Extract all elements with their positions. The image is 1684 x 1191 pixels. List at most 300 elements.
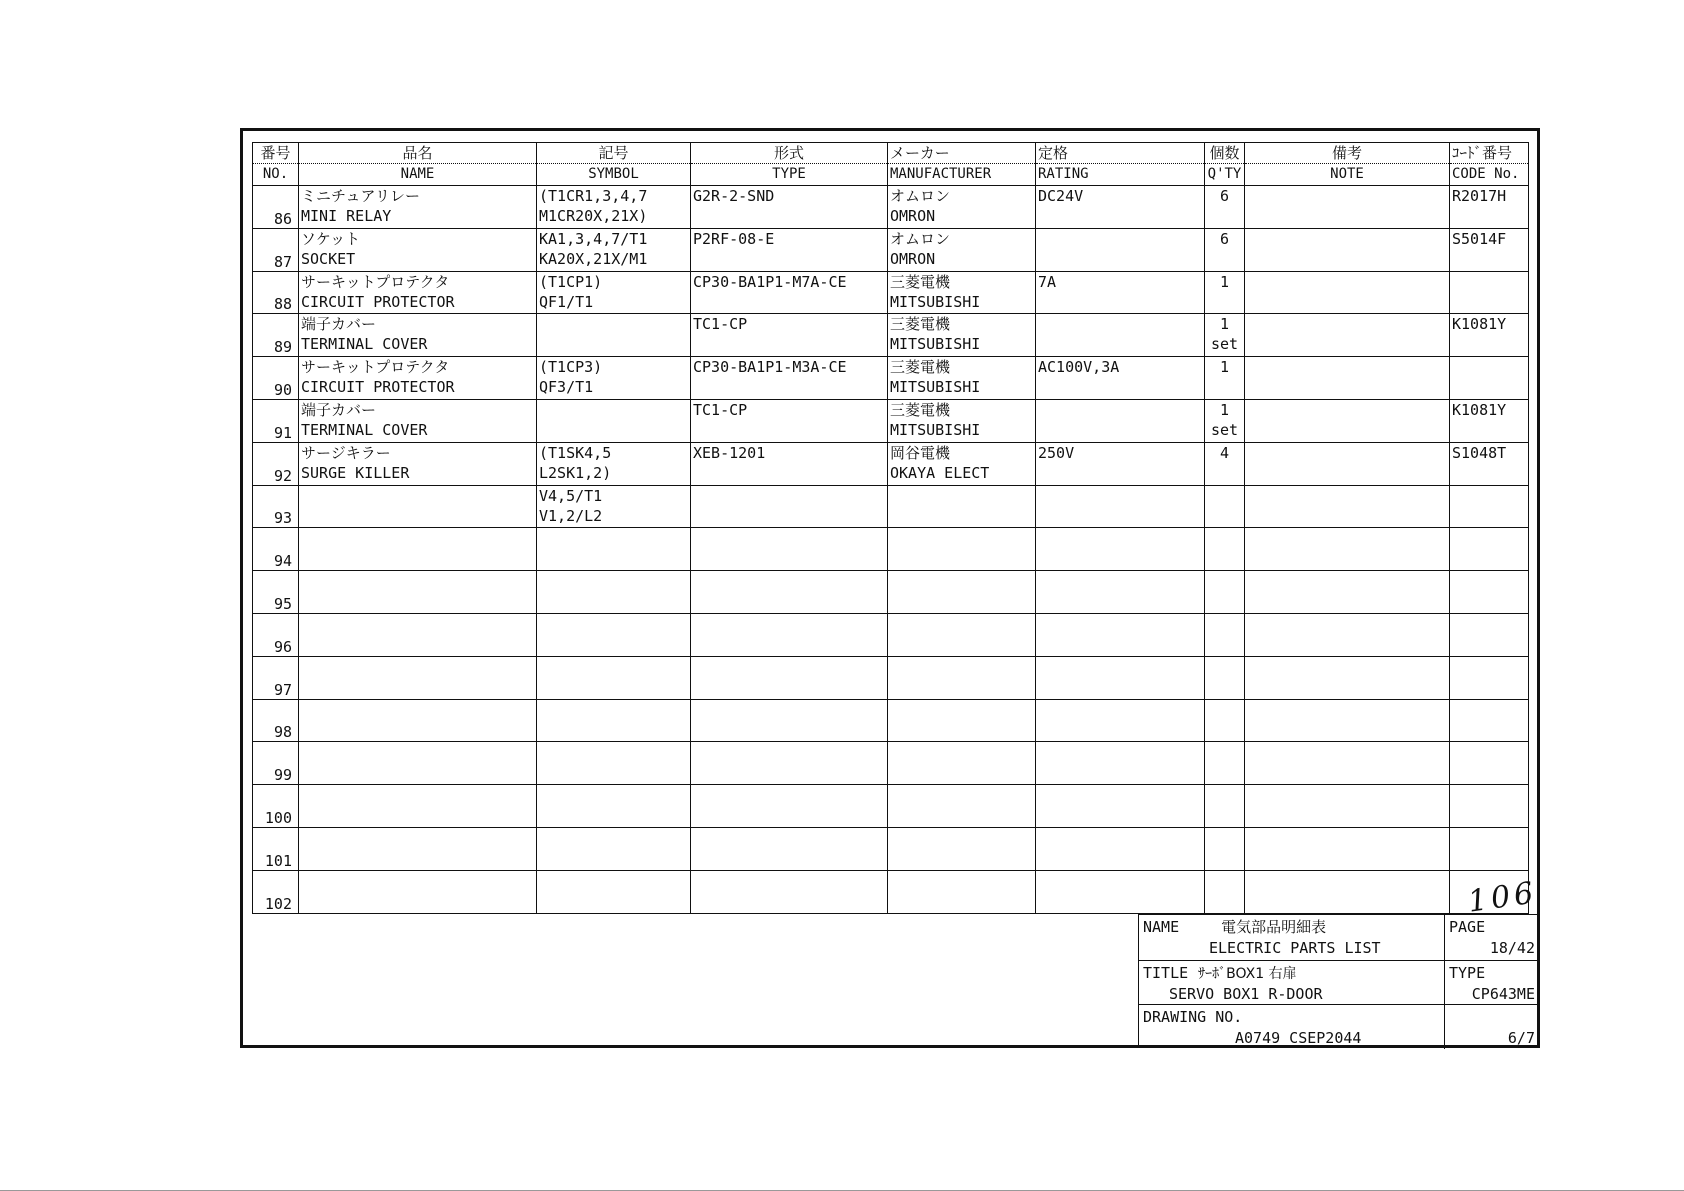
rating-value: DC24V (1038, 187, 1084, 205)
manufacturer-en (890, 677, 1033, 697)
type-cell (691, 271, 888, 314)
qty-cell (1205, 699, 1245, 742)
name-label: NAME (1143, 918, 1180, 936)
name-jp (301, 657, 534, 677)
row-number-text: 96 (273, 637, 292, 656)
code-cell (1450, 613, 1529, 656)
name-cell (299, 357, 537, 400)
manufacturer-cell (888, 442, 1036, 485)
qty-line: 1 (1219, 272, 1230, 291)
note-value (1247, 272, 1447, 292)
note-cell (1245, 228, 1450, 271)
title-block-drawing-row (1139, 1005, 1539, 1049)
code-value (1452, 828, 1526, 848)
name-cell (299, 271, 537, 314)
row-number-text: 97 (273, 680, 292, 699)
symbol-line: KA20X,21X/M1 (539, 249, 648, 268)
manufacturer-en: OMRON (890, 207, 936, 225)
code-value: S5014F (1452, 229, 1507, 248)
type-value (693, 571, 885, 591)
manufacturer-en: OKAYA ELECT (890, 463, 990, 482)
symbol-line: (T1CR1,3,4,7 (539, 187, 648, 205)
manufacturer-cell (888, 485, 1036, 528)
name-jp: ソケット (301, 229, 361, 248)
manufacturer-jp (890, 871, 1033, 891)
note-cell (1245, 314, 1450, 357)
manufacturer-jp: 岡谷電機 (890, 443, 951, 462)
code-value (1452, 742, 1526, 762)
note-value (1247, 314, 1447, 334)
name-cell (299, 528, 537, 571)
rating-cell (1036, 571, 1205, 614)
row-number-text: 100 (264, 808, 292, 827)
row-number-text: 87 (273, 252, 292, 271)
row-number (253, 186, 299, 229)
name-jp: 端子カバー (301, 400, 377, 419)
name-jp (301, 571, 534, 591)
rating-cell (1036, 442, 1205, 485)
type-value: P2RF-08-E (693, 229, 775, 248)
row-number-text: 98 (273, 723, 292, 742)
manufacturer-cell (888, 827, 1036, 870)
table-row (253, 357, 1529, 400)
type-cell (691, 699, 888, 742)
name-jp: サージキラー (301, 443, 391, 462)
name-en (301, 762, 534, 782)
symbol-cell (537, 785, 691, 828)
manufacturer-cell (888, 656, 1036, 699)
manufacturer-en (890, 591, 1033, 611)
note-cell (1245, 485, 1450, 528)
code-value (1452, 614, 1526, 634)
type-value (693, 657, 885, 677)
list-name-jp: 電気部品明細表 (1221, 918, 1327, 936)
name-jp (301, 486, 534, 506)
table-row (253, 571, 1529, 614)
header-qty: 個数 Q'TY (1205, 143, 1245, 186)
note-value (1247, 614, 1447, 634)
header-manufacturer: メーカー MANUFACTURER (888, 143, 1036, 186)
symbol-line: (T1CP3) (539, 358, 603, 377)
row-number-text: 99 (273, 766, 292, 785)
sheet-value: 6/7 (1507, 1029, 1535, 1047)
name-jp: ミニチュアリレー (301, 187, 420, 205)
drawing-number: A0749 CSEP2044 (1235, 1029, 1362, 1047)
manufacturer-cell (888, 785, 1036, 828)
note-value (1247, 443, 1447, 463)
row-number-text: 102 (264, 894, 292, 913)
row-number (253, 571, 299, 614)
header-code: ｺｰﾄﾞ番号 CODE No. (1450, 143, 1529, 186)
code-value (1452, 486, 1526, 506)
qty-cell (1205, 528, 1245, 571)
code-cell (1450, 228, 1529, 271)
type-value: CP643ME (1471, 985, 1535, 1003)
table-row (253, 742, 1529, 785)
note-value (1247, 400, 1447, 420)
type-value (693, 528, 885, 548)
list-name-en: ELECTRIC PARTS LIST (1209, 939, 1381, 957)
code-value (1452, 785, 1526, 805)
manufacturer-jp (890, 614, 1033, 634)
manufacturer-cell (888, 399, 1036, 442)
manufacturer-jp (890, 785, 1033, 805)
qty-cell (1205, 827, 1245, 870)
header-symbol: 記号 SYMBOL (537, 143, 691, 186)
type-value: G2R-2-SND (693, 187, 775, 205)
table-row (253, 656, 1529, 699)
code-cell (1450, 528, 1529, 571)
note-cell (1245, 613, 1450, 656)
name-cell (299, 699, 537, 742)
title-block (1138, 914, 1538, 1048)
code-value (1452, 357, 1526, 377)
symbol-line: L2SK1,2) (539, 463, 612, 482)
symbol-cell (537, 870, 691, 913)
symbol-line: KA1,3,4,7/T1 (539, 229, 648, 248)
type-cell (691, 827, 888, 870)
qty-line: 4 (1219, 443, 1230, 462)
manufacturer-jp (890, 742, 1033, 762)
qty-cell (1205, 271, 1245, 314)
code-value: K1081Y (1452, 400, 1507, 419)
rating-value: AC100V,3A (1038, 358, 1120, 377)
note-value (1247, 486, 1447, 506)
parts-table-body (253, 186, 1529, 914)
code-value (1452, 657, 1526, 677)
manufacturer-en: MITSUBISHI (890, 335, 981, 354)
type-value: TC1-CP (693, 315, 748, 334)
note-cell (1245, 271, 1450, 314)
note-value (1247, 828, 1447, 848)
name-cell (299, 399, 537, 442)
type-label: TYPE (1449, 964, 1486, 982)
name-jp (301, 828, 534, 848)
code-value (1452, 571, 1526, 591)
rating-value (1038, 614, 1202, 634)
manufacturer-jp: オムロン (890, 229, 951, 248)
symbol-line: V4,5/T1 (539, 486, 603, 505)
qty-cell (1205, 485, 1245, 528)
name-cell (299, 656, 537, 699)
manufacturer-jp: 三菱電機 (890, 400, 951, 419)
table-row (253, 785, 1529, 828)
type-cell (691, 399, 888, 442)
symbol-line: M1CR20X,21X) (539, 207, 648, 225)
type-cell (691, 314, 888, 357)
rating-value (1038, 571, 1202, 591)
rating-value (1038, 871, 1202, 891)
type-value: XEB-1201 (693, 443, 766, 462)
code-value (1452, 272, 1526, 292)
name-en: CIRCUIT PROTECTOR (301, 378, 455, 397)
drawing-label: DRAWING NO. (1143, 1008, 1243, 1026)
title-jp: ｻｰﾎﾞBOX1 右扉 (1198, 966, 1297, 982)
header-name: 品名 NAME (299, 143, 537, 186)
code-cell (1450, 571, 1529, 614)
qty-line: 1 (1219, 358, 1230, 377)
note-value (1247, 186, 1447, 206)
symbol-line: V1,2/L2 (539, 506, 603, 525)
table-row (253, 528, 1529, 571)
rating-cell (1036, 186, 1205, 229)
row-number-text: 94 (273, 552, 292, 571)
manufacturer-en (890, 506, 1033, 526)
note-value (1247, 229, 1447, 249)
manufacturer-en: MITSUBISHI (890, 378, 981, 397)
type-cell (691, 485, 888, 528)
symbol-cell (537, 357, 691, 400)
rating-cell (1036, 827, 1205, 870)
name-en (301, 591, 534, 611)
symbol-cell (537, 399, 691, 442)
name-en: TERMINAL COVER (301, 420, 428, 439)
row-number (253, 742, 299, 785)
symbol-cell (537, 571, 691, 614)
symbol-cell (537, 314, 691, 357)
rating-cell (1036, 699, 1205, 742)
manufacturer-en (890, 848, 1033, 868)
name-en: MINI RELAY (301, 207, 392, 225)
header-no: 番号 NO. (253, 143, 299, 186)
rating-value (1038, 400, 1202, 420)
type-cell (691, 528, 888, 571)
table-header-row (253, 143, 1529, 186)
row-number (253, 357, 299, 400)
note-value (1247, 657, 1447, 677)
code-cell (1450, 442, 1529, 485)
row-number (253, 827, 299, 870)
note-value (1247, 742, 1447, 762)
type-value (693, 828, 885, 848)
code-value: S1048T (1452, 443, 1507, 462)
symbol-cell (537, 656, 691, 699)
name-cell (299, 571, 537, 614)
code-cell (1450, 357, 1529, 400)
note-cell (1245, 742, 1450, 785)
name-jp (301, 528, 534, 548)
qty-cell (1205, 357, 1245, 400)
qty-cell (1205, 613, 1245, 656)
name-cell (299, 442, 537, 485)
manufacturer-jp (890, 571, 1033, 591)
symbol-cell (537, 228, 691, 271)
rating-value (1038, 700, 1202, 720)
manufacturer-cell (888, 271, 1036, 314)
manufacturer-jp: 三菱電機 (890, 315, 951, 334)
type-value (693, 614, 885, 634)
parts-table (252, 142, 1529, 914)
rating-cell (1036, 314, 1205, 357)
note-value (1247, 571, 1447, 591)
row-number-text: 89 (273, 338, 292, 357)
manufacturer-en (890, 891, 1033, 911)
qty-line: set (1210, 335, 1239, 354)
name-cell (299, 785, 537, 828)
row-number (253, 785, 299, 828)
qty-line: set (1210, 420, 1239, 439)
name-jp (301, 871, 534, 891)
code-cell (1450, 485, 1529, 528)
handwritten-page-mark: 106 (1465, 875, 1540, 920)
note-value (1247, 357, 1447, 377)
name-cell (299, 186, 537, 229)
title-block-name-row (1139, 915, 1539, 961)
name-cell (299, 870, 537, 913)
qty-line: 6 (1219, 187, 1230, 205)
row-number-text: 92 (273, 466, 292, 485)
table-row (253, 485, 1529, 528)
row-number-text: 101 (264, 851, 292, 870)
row-number (253, 314, 299, 357)
rating-value (1038, 785, 1202, 805)
name-en (301, 891, 534, 911)
qty-line: 1 (1219, 400, 1230, 419)
symbol-line: QF3/T1 (539, 378, 594, 397)
manufacturer-cell (888, 314, 1036, 357)
name-jp: サーキットプロテクタ (301, 272, 450, 291)
manufacturer-jp: 三菱電機 (890, 358, 951, 377)
row-number (253, 485, 299, 528)
type-cell (691, 186, 888, 229)
row-number (253, 442, 299, 485)
symbol-cell (537, 485, 691, 528)
code-cell (1450, 314, 1529, 357)
type-cell (691, 613, 888, 656)
name-en (301, 720, 534, 740)
manufacturer-cell (888, 186, 1036, 229)
title-en: SERVO BOX1 R-DOOR (1169, 985, 1323, 1003)
manufacturer-en (890, 805, 1033, 825)
note-cell (1245, 827, 1450, 870)
note-cell (1245, 785, 1450, 828)
row-number (253, 613, 299, 656)
rating-value (1038, 528, 1202, 548)
name-jp (301, 614, 534, 634)
row-number (253, 528, 299, 571)
name-en: SOCKET (301, 249, 356, 268)
qty-line: 6 (1219, 229, 1230, 248)
qty-cell (1205, 186, 1245, 229)
row-number-text: 86 (273, 209, 292, 228)
symbol-cell (537, 699, 691, 742)
symbol-cell (537, 528, 691, 571)
rating-cell (1036, 228, 1205, 271)
qty-cell (1205, 656, 1245, 699)
name-cell (299, 314, 537, 357)
title-label: TITLE (1143, 964, 1189, 982)
qty-cell (1205, 571, 1245, 614)
note-cell (1245, 870, 1450, 913)
symbol-cell (537, 827, 691, 870)
note-cell (1245, 571, 1450, 614)
manufacturer-cell (888, 699, 1036, 742)
manufacturer-jp (890, 486, 1033, 506)
rating-cell (1036, 613, 1205, 656)
name-cell (299, 485, 537, 528)
note-cell (1245, 528, 1450, 571)
rating-value: 250V (1038, 443, 1075, 462)
rating-cell (1036, 399, 1205, 442)
row-number (253, 228, 299, 271)
type-cell (691, 870, 888, 913)
rating-value (1038, 742, 1202, 762)
type-value (693, 700, 885, 720)
qty-cell (1205, 442, 1245, 485)
type-value (693, 742, 885, 762)
rating-cell (1036, 742, 1205, 785)
manufacturer-jp (890, 828, 1033, 848)
manufacturer-en: MITSUBISHI (890, 292, 981, 311)
qty-cell (1205, 785, 1245, 828)
row-number (253, 870, 299, 913)
table-row (253, 699, 1529, 742)
manufacturer-en: OMRON (890, 249, 936, 268)
symbol-cell (537, 271, 691, 314)
name-jp (301, 785, 534, 805)
note-cell (1245, 186, 1450, 229)
name-en: TERMINAL COVER (301, 335, 428, 354)
rating-cell (1036, 357, 1205, 400)
symbol-cell (537, 186, 691, 229)
qty-cell (1205, 228, 1245, 271)
rating-value (1038, 486, 1202, 506)
row-number (253, 399, 299, 442)
table-row (253, 399, 1529, 442)
manufacturer-jp: 三菱電機 (890, 272, 951, 291)
code-cell (1450, 699, 1529, 742)
note-cell (1245, 699, 1450, 742)
symbol-line: (T1SK4,5 (539, 443, 612, 462)
name-jp: 端子カバー (301, 315, 377, 334)
manufacturer-jp: オムロン (890, 187, 951, 205)
name-en (301, 634, 534, 654)
page-value: 18/42 (1489, 939, 1535, 957)
rating-cell (1036, 528, 1205, 571)
type-value: TC1-CP (693, 400, 748, 419)
code-value (1452, 528, 1526, 548)
note-cell (1245, 357, 1450, 400)
code-cell (1450, 271, 1529, 314)
code-cell (1450, 186, 1529, 229)
note-value (1247, 871, 1447, 891)
symbol-cell (537, 742, 691, 785)
manufacturer-cell (888, 613, 1036, 656)
code-value: R2017H (1452, 187, 1507, 205)
qty-cell (1205, 742, 1245, 785)
rating-value (1038, 828, 1202, 848)
manufacturer-en (890, 762, 1033, 782)
name-en (301, 506, 534, 526)
header-rating: 定格 RATING (1036, 143, 1205, 186)
note-value (1247, 785, 1447, 805)
table-row (253, 271, 1529, 314)
rating-cell (1036, 271, 1205, 314)
row-number (253, 656, 299, 699)
note-cell (1245, 399, 1450, 442)
rating-cell (1036, 785, 1205, 828)
code-cell (1450, 827, 1529, 870)
manufacturer-cell (888, 357, 1036, 400)
table-row (253, 228, 1529, 271)
rating-cell (1036, 870, 1205, 913)
table-row (253, 442, 1529, 485)
manufacturer-cell (888, 571, 1036, 614)
type-value (693, 871, 885, 891)
note-value (1247, 528, 1447, 548)
row-number (253, 271, 299, 314)
page-label: PAGE (1449, 918, 1486, 936)
